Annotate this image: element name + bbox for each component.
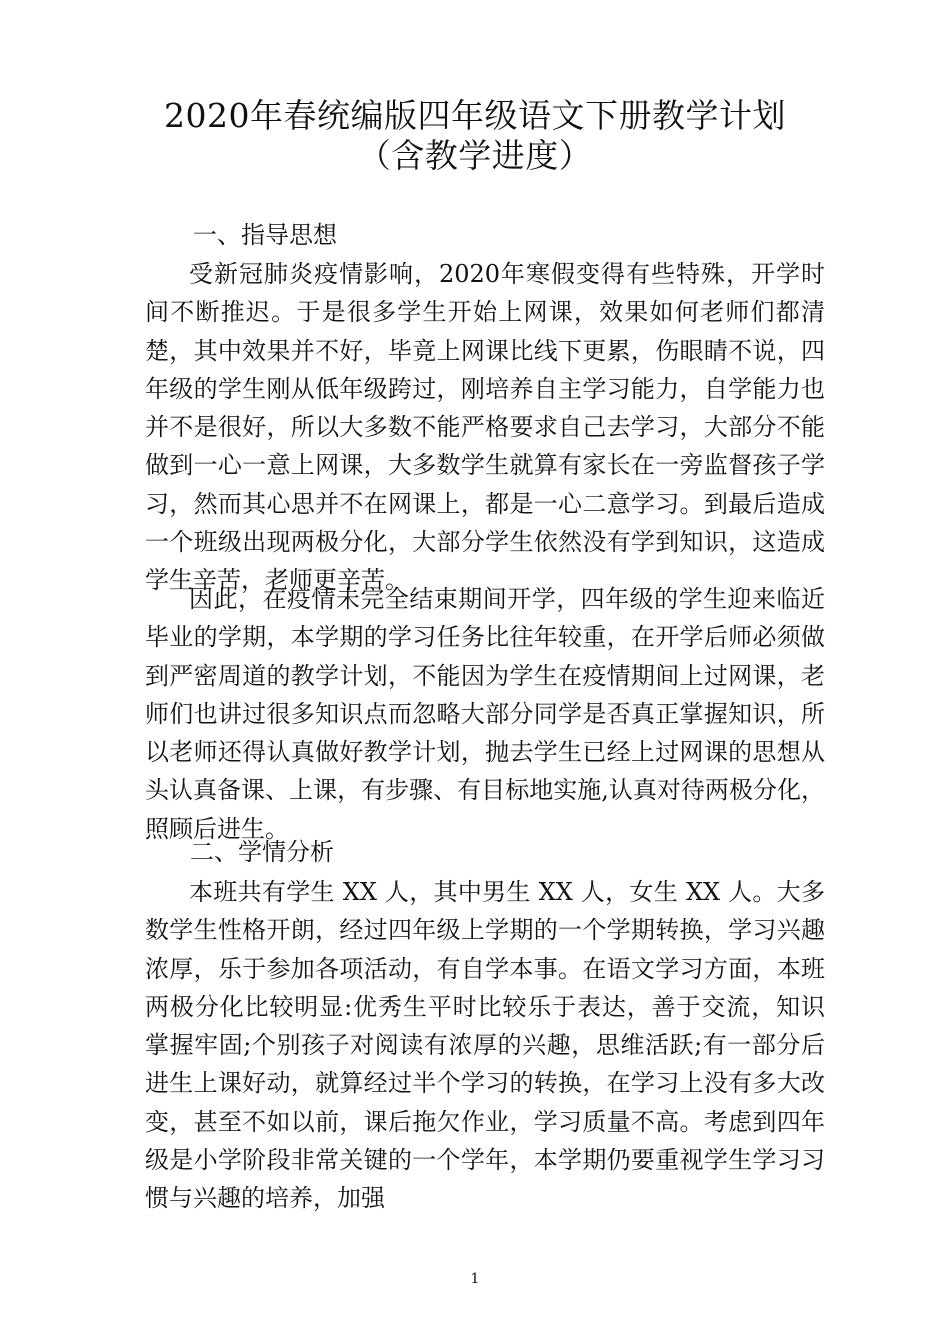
- paragraph-class-analysis: 本班共有学生 XX 人，其中男生 XX 人，女生 XX 人。大多数学生性格开朗，经过四年级上学期的一个学期转换，学习兴趣浓厚，乐于参加各项活动，有自学本事。在语文学习方面，本班两极分化比较明显:优秀生平时比较乐于表达，善于交流，知识掌握牢固;个别孩子对阅读有浓厚的兴趣，思维活跃;有一部分后进生上课好动，就算经过半个学习的转换，在学习上没有多大改变，甚至不如以前，课后拖欠作业，学习质量不高。考虑到四年级是小学阶段非常关键的一个学年，本学期仍要重视学生学习习惯与兴趣的培养，加强: [145, 878, 825, 1213]
- page-number: 1: [470, 1271, 480, 1287]
- section-heading-guiding-ideology: 一、指导思想: [193, 221, 337, 249]
- paragraph-teaching-plan: 因此，在疫情未完全结束期间开学，四年级的学生迎来临近毕业的学期，本学期的学习任务比往年较重，在开学后师必须做到严密周道的教学计划，不能因为学生在疫情期间上过网课，老师们也讲过很多知识点而忽略大部分同学是否真正掌握知识，所以老师还得认真做好教学计划，抛去学生已经上过网课的思想从头认真备课、上课，有步骤、有目标地实施,认真对待两极分化，照顾后进生。: [145, 585, 825, 843]
- document-title: 2020年春统编版四年级语文下册教学计划: [164, 96, 786, 135]
- paragraph-epidemic-impact: 受新冠肺炎疫情影响，2020年寒假变得有些特殊，开学时间不断推迟。于是很多学生开始上网课，效果如何老师们都清楚，其中效果并不好，毕竟上网课比线下更累，伤眼睛不说，四年级的学生刚从低年级跨过，刚培养自主学习能力，自学能力也并不是很好，所以大多数不能严格要求自己去学习，大部分不能做到一心一意上网课，大多数学生就算有家长在一旁监督孩子学习，然而其心思并不在网课上，都是一心二意学习。到最后造成一个班级出现两极分化，大部分学生依然没有学到知识，这造成学生辛苦，老师更辛苦。: [145, 260, 825, 595]
- section-heading-student-analysis: 二、学情分析: [190, 838, 334, 866]
- document-subtitle: （含教学进度）: [357, 136, 593, 175]
